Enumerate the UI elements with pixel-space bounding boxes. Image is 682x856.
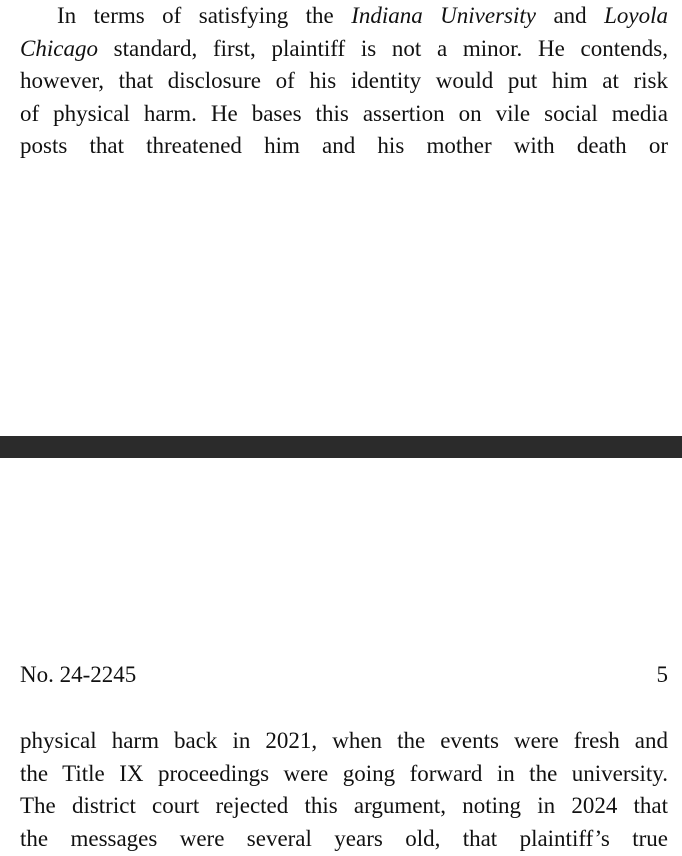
case-number: No. 24-2245	[20, 662, 137, 687]
body-paragraph-bottom	[20, 725, 668, 855]
text-run: and	[536, 3, 605, 28]
text-line: the Title IX proceedings were going forward in the university.	[20, 760, 668, 786]
text-line: the messages were several years old, that plaintiff’s true	[20, 825, 668, 851]
case-name-italic: Chicago	[20, 35, 98, 61]
text-run: posts that threatened him and his mother with death or	[20, 133, 668, 158]
text-line	[20, 98, 668, 131]
body-paragraph-top	[20, 0, 668, 163]
text-line	[20, 0, 668, 33]
case-name-italic: Loyola	[604, 3, 668, 28]
page-number: 5	[656, 662, 668, 687]
page-header	[20, 659, 668, 691]
text-run: standard, first, plaintiff is not a minor. He contends,	[97, 35, 668, 61]
page-break-separator	[0, 436, 682, 458]
case-name-italic: Indiana University	[351, 3, 536, 28]
text-line	[20, 130, 668, 163]
text-run: of physical harm. He bases this assertion on vile social media	[20, 100, 668, 126]
text-line: The district court rejected this argument, noting in 2024 that	[20, 793, 668, 818]
text-run: however, that disclosure of his identity would put him at risk	[20, 68, 668, 93]
text-line	[20, 65, 668, 98]
text-run: In terms of satisfying the	[57, 3, 352, 28]
text-line	[20, 33, 668, 66]
text-line: physical harm back in 2021, when the events were fresh and	[20, 728, 668, 753]
